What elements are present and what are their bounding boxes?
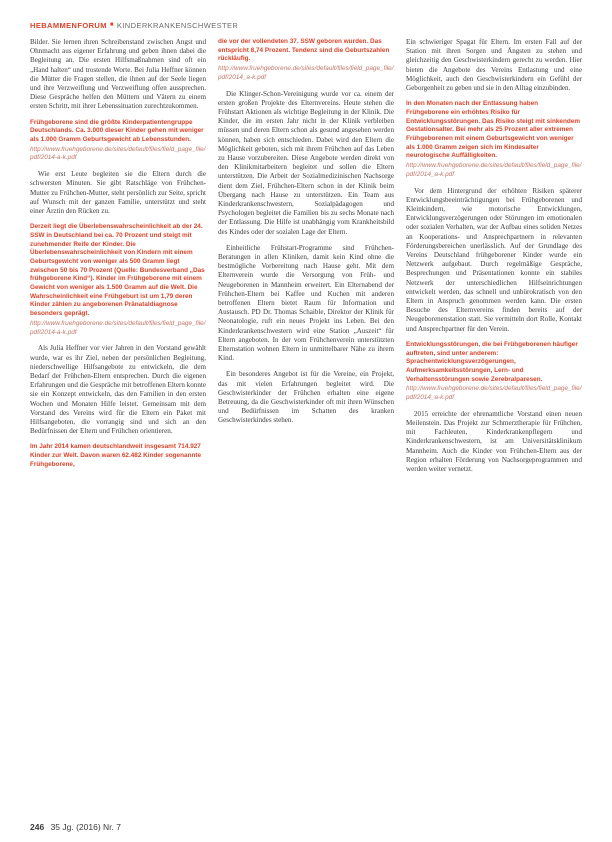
column-3 <box>406 38 582 816</box>
paragraph: Ein besonderes Angebot ist für die Vereine, ein Projekt, das mit vielen Erfahrungen begleitet wird. Die Geschwisterkinder der Frühchen erhalten eine eigene Betreuung, da die Geschwisterkinder oft mit ihren Wünschen und Bedürfnissen im Schatten des kranken Geschwisterkindes stehen. <box>218 370 394 425</box>
paragraph: Als Julia Heffner vor vier Jahren in den Vorstand gewählt wurde, war es ihr Ziel, neben der persönlichen Begleitung, niederschwellige Hilfsangebote zu entwickeln, die dem Bedarf der Frühchen-Eltern entsprechen. Durch die eigenen Erfahrungen und die Gespräche mit betroffenen Eltern konnte sie ein Konzept entwickeln, das den Familien in den ersten Wochen und Monaten Hilfe leistet. Gemeinsam mit dem Vorstand des Vereins wird für die Eltern ein Paket mit Hilfsangeboten, die vorrangig sind und sich an den Bedürfnissen der Eltern und Frühchen orientieren. <box>30 344 206 436</box>
article-body <box>30 38 582 816</box>
fact-source-link[interactable]: http://www.fruehgeborene.de/sites/default/files/field_page_file/pdf/2014_a-k.pdf <box>406 162 582 178</box>
fact-box <box>218 38 394 83</box>
paragraph: Ein schwieriger Spagat für Eltern. Im ersten Fall auf der Station mit ihren Sorgen und Ängsten zu stehen und gleichzeitig den Geschwisterkindern gerecht zu werden. Hier bieten die Angebote des Vereins Entlastung und eine Möglichkeit, auch den Geschwisterkindern ein Gefühl der Geborgenheit zu geben und sie in den Alltag einzubinden. <box>406 38 582 93</box>
fact-source-link[interactable]: http://www.fruehgeborene.de/sites/default/files/field_page_file/pdf/2014-a-k.pdf <box>30 145 206 162</box>
header-separator-icon: ■ <box>109 22 114 28</box>
fact-text: Frühgeborene sind die größte Kinderpatientengruppe Deutschlands. Ca. 3.000 dieser Kinder gehen mit weniger als 1.000 Gramm Geburtsgewicht ab Lebensstunden. <box>30 118 204 144</box>
paragraph: Wie erst Leute begleiten sie die Eltern durch die schwersten Minuten. Sie gibt Ratschläge von Frühchen-Mutter zu Frühchen-Mutter, steht persönlich zur Seite, spricht auf Wunsch mit der ganzen Familie, unterstützt und steht einer Ärztin den Rücken zu. <box>30 170 206 215</box>
fact-text: In den Monaten nach der Entlassung haben Frühgeborene ein erhöhtes Risiko für Entwicklungsstörungen. Das Risiko steigt mit sinkendem Gestationsalter. Bei mehr als 25 Prozent aller extremen Frühgeborenen mit einem Geburtsgewicht von weniger als 1.000 Gramm zeigen sich im Kindesalter neurologische Auffälligkeiten. <box>406 100 581 160</box>
paragraph: Einheitliche Frühstart-Programme sind Frühchen-Beratungen in allen Kliniken, damit kein Kind ohne die bestmögliche Vorbereitung nach Hause geht. Mit dem Elternverein wurde die Versorgung von Früh- und Neugeborenen in Mannheim erweitert. Ein Elternabend der Frühchen-Eltern bei Kaffee und Kuchen mit anderen betroffenen Eltern bietet Raum für Information und Austausch. PD Dr. Thomas Schaible, Direktor der Klinik für Neonatologie, ruft ein neues Projekt ins Leben. Bei den Kinderkrankenschwestern wird eine Station „Auszeit“ für Eltern angeboten. In der vom Frühchenverein unterstützten Elternstation wohnen Eltern in unmittelbarer Nähe zu ihrem Kind. <box>218 243 394 363</box>
paragraph: Bilder. Sie lernen ihren Schreibenstand zwischen Angst und Ohnmacht aus eigener Erfahrung und geben ihnen dabei die Begleitung an. Die ersten Hilfsmaßnahmen sind oft ein „Hand halten“ und trostende Worte. Bei Julia Heffner können die Mütter die Fragen stellen, die ihnen auf der Seele liegen und ihre Verzweiflung und Verzweiflung offen aussprechen. Diese Gespräche helfen den Müttern und Vätern zu einem ersten Schritt, mit ihrer Lebenssituation zurechtzukommen. <box>30 38 206 111</box>
column-1 <box>30 38 206 816</box>
fact-text: die vor der vollendeten 37. SSW geboren wurden. Das entspricht 8,74 Prozent. Tendenz sind die Geburtszahlen rückläufig. <box>218 38 390 63</box>
paragraph: Vor dem Hintergrund der erhöhten Risiken späterer Entwicklungsbeeinträchtigungen bei Frühgeborenen und Kleinkindern, wie motorische Entwicklungen, Entwicklungsverzögerungen oder Störungen im emotionalen oder sozialen Verhalten, war der Aufbau eines soliden Netzes an Kooperations- und Ansprechpartnern in relevanten Förderungsbereichen unerlässlich. Auf der Grundlage des Vereins Deutschland frühgeborener Kinder wurde ein Netzwerk aufgebaut. Durch regelmäßige Gespräche, Besprechungen und Präsentationen konnte ein stabiles Netzwerk der unterschiedlichen Hilfseinrichtungen entwickelt werden, das schnell und unbürokratisch von den Eltern in Anspruch genommen werden kann. Die ersten Besuche des Elternvereins finden bereits auf der Neugeborenenstation statt. Sie vermitteln dort Rolle, Kontakt und Ansprechpartner für den Verein. <box>406 186 582 333</box>
fact-source-link[interactable]: http://www.fruehgeborene.de/sites/default/files/field_page_file/pdf/2014_a-k.pdf <box>218 65 394 81</box>
page-number: 246 <box>30 822 45 832</box>
fact-box <box>30 443 206 469</box>
running-header <box>30 18 584 32</box>
fact-source-link[interactable]: http://www.fruehgeborene.de/sites/default/files/field_page_file/pdf/2014_a-k.pdf <box>406 385 582 402</box>
page-footer <box>30 822 121 832</box>
fact-box <box>406 341 582 403</box>
fact-box <box>406 100 582 179</box>
paragraph: Die Klinger-Schon-Vereinigung wurde vor ca. einem der ersten großen Projekte des Elternvereins. Heute stehen die Frühstart Aktionen als wichtige Begleitung in der Klinik. Die Kinder, die im ersten Jahr nicht in der Klinik verbleiben müssen und deren Eltern schon als gesund angesehen werden können, haben sich entschieden. Dabei wird den Eltern die Möglichkeit geboten, sich mit ihrem Frühchen auf das Leben zu Hause vorzubereiten. Diese Angebote werden direkt von den Klinikmitarbeitern begleitet und sollen die Eltern unterstützen. Die Arbeit der Sozialmedizinischen Nachsorge dient dem Ziel, Frühchen-Eltern schon in der Klinik beim Übergang nach Hause zu unterstützen. Ein Team aus Kinderkrankenschwestern, Sozialpädagogen und Psychologen begleitet die Familien bis zu sechs Monate nach der Entlassung. Die Hilfe ist unabhängig vom Krankheitsbild des Kindes oder der sozialen Lage der Eltern. <box>218 89 394 236</box>
fact-text: Im Jahr 2014 kamen deutschlandweit insgesamt 714.927 Kinder zur Welt. Davon waren 62.482 Kinder sogenannte Frühgeborene, <box>30 443 202 468</box>
column-2 <box>218 38 394 816</box>
header-section: HEBAMMENFORUM <box>30 20 107 30</box>
issue-info: 35 Jg. (2016) Nr. 7 <box>50 822 121 832</box>
fact-box <box>30 119 206 164</box>
header-subsection: KINDERKRANKENSCHWESTER <box>116 20 239 30</box>
fact-box <box>30 223 206 337</box>
paragraph: 2015 erreichte der ehrenamtliche Vorstand einen neuen Meilenstein. Das Projekt zur Schmerztherapie für Frühchen, mit Fachleuten, Kinderkrankenpflegern und Kinderkrankenschwestern, ist am Universitätsklinikum Mannheim. Auch die Kinder von Frühchen-Eltern aus der Region erhalten Förderung von Nachsorgeprogrammen und werden weiter vernetzt. <box>406 409 582 473</box>
fact-text: Entwicklungsstörungen, die bei Frühgeborenen häufiger auftreten, sind unter anderem: Sprachentwicklungsverzögerungen, Aufmerksamkeitsstörungen, Lern- und Verhaltensstörungen sowie Zerebralparesen. <box>406 340 578 383</box>
fact-text: Derzeit liegt die Überlebenswahrscheinlichkeit ab der 24. SSW in Deutschland bei ca. 70 Prozent und steigt mit zunehmender Reife der Kinder. Die Überlebenswahrscheinlichkeit von Kindern mit einem Geburtsgewicht von weniger als 500 Gramm liegt zwischen 50 bis 70 Prozent (Quelle: Bundesverband „Das frühgeborene Kind“). Kinder im Frühgeborene mit einem Gewicht von weniger als 1.500 Gramm auf die Welt. Die Wahrscheinlichkeit eine Frühgeburt ist um 1,79 deren Kinder zählen zu angeborenen Pränataldiagnose besonders geprägt. <box>30 223 205 318</box>
fact-source-link[interactable]: http://www.fruehgeborene.de/sites/default/files/field_page_file/pdf/2014-a-k.pdf <box>30 319 206 336</box>
